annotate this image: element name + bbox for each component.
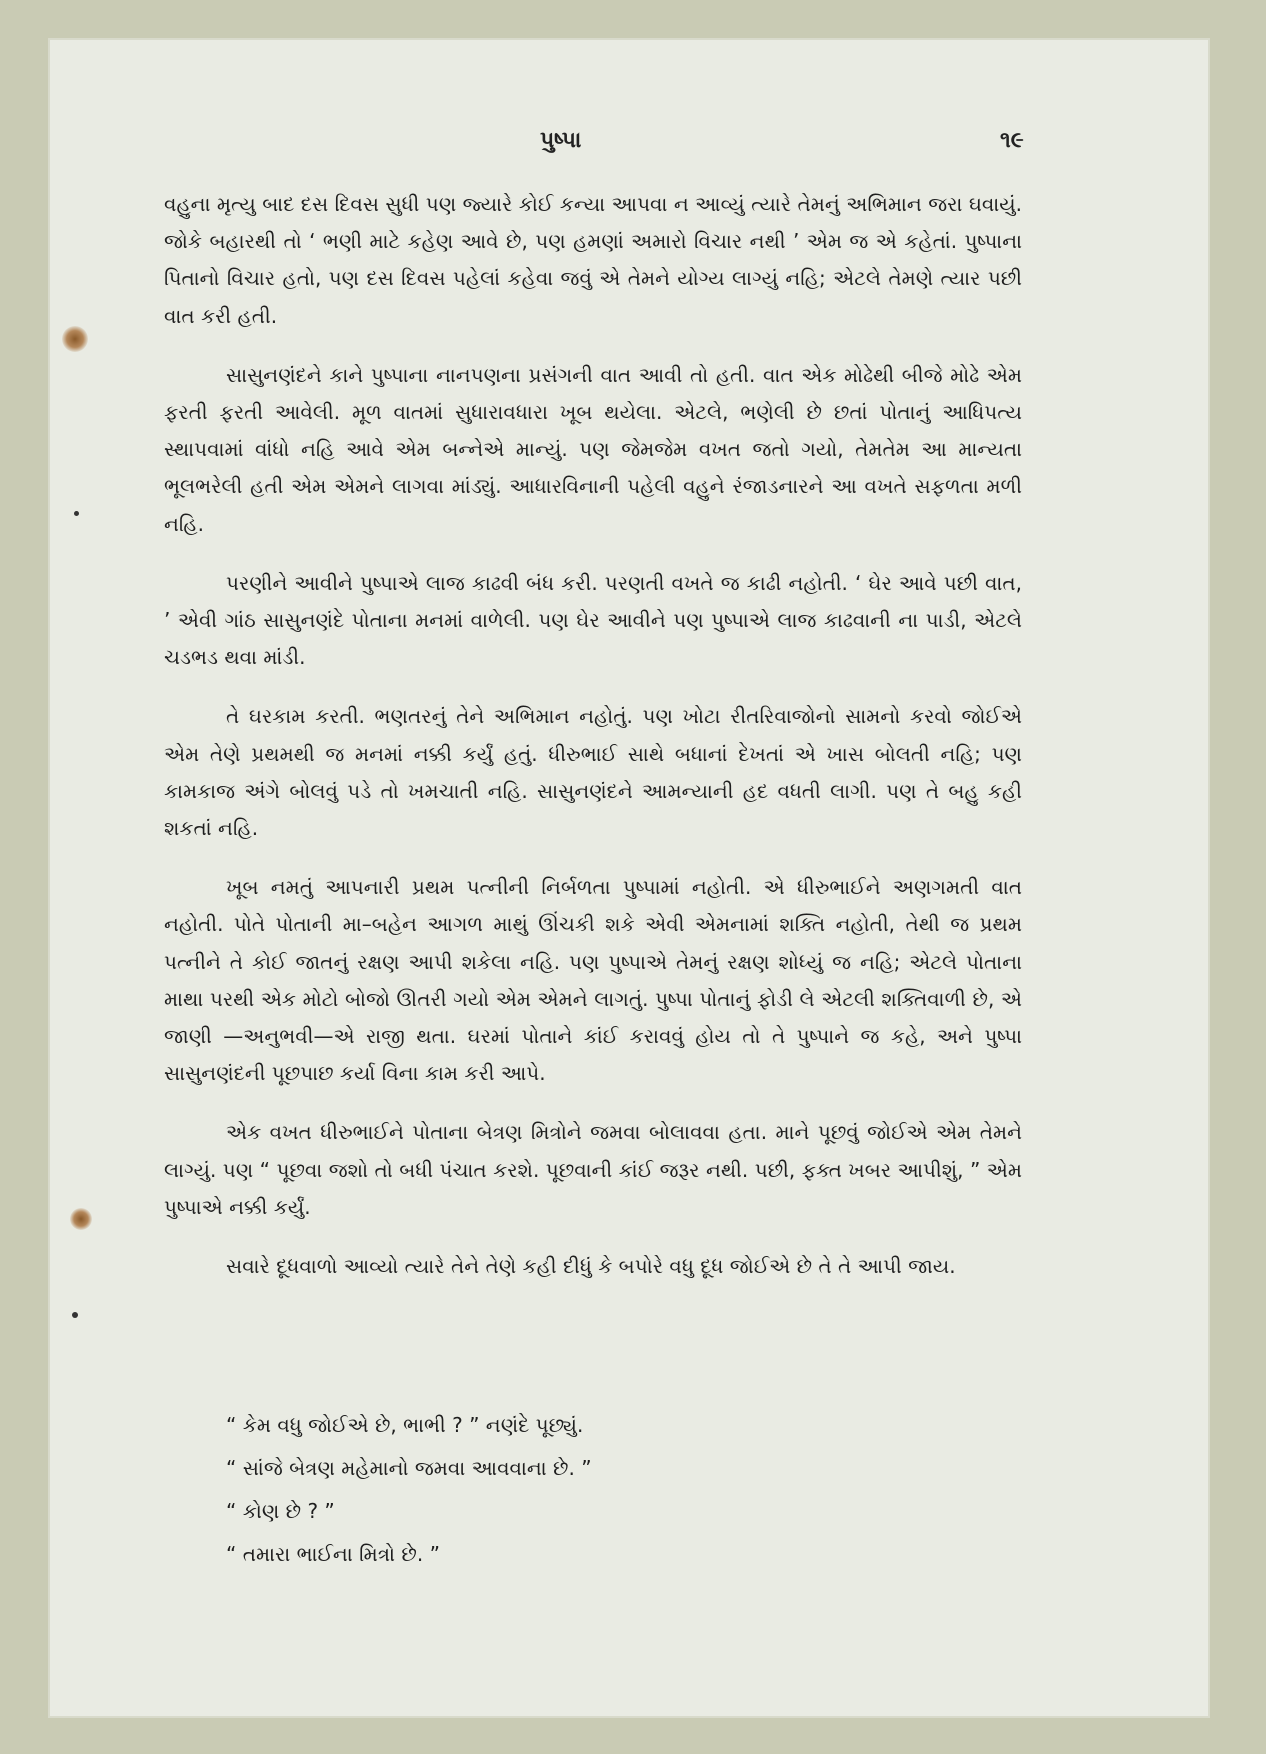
dialogue-line: “ સાંજે બેત્રણ મહેમાનો જમવા આવવાના છે. ” [226,1456,592,1480]
paper-speck [74,511,79,516]
dialogue-block [226,1404,926,1576]
paragraph: સવારે દૂધવાળો આવ્યો ત્યારે તેને તેણે કહી દીધું કે બપોરે વધુ દૂધ જોઈએ છે તે તે આપી જાય. [226,1254,956,1279]
dialogue-line: “ કેમ વધુ જોઈએ છે, ભાભી ? ” નણંદે પૂછ્યું. [226,1413,584,1437]
dialogue-line: “ કોણ છે ? ” [226,1499,335,1523]
paragraph: પરણીને આવીને પુષ્પાએ લાજ કાઢવી બંધ કરી. પરણતી વખતે જ કાઢી નહોતી. ‘ ઘેર આવે પછી વાત, ’ એવી ગાંઠ સાસુનણંદે પોતાના મનમાં વાળેલી. પણ ઘેર આવીને પણ પુષ્પાએ લાજ કાઢવાની ના પાડી, એટલે ચડભડ થવા માંડી. [164,570,1022,670]
paper-stain [62,326,88,352]
body-text [164,186,1022,1307]
page-number: ૧૯ [1000,128,1024,153]
running-header [0,128,1158,168]
paper-speck [72,1312,78,1318]
page-header-title: પુષ્પા [540,128,582,153]
paragraph: ખૂબ નમતું આપનારી પ્રથમ પત્નીની નિર્બળતા પુષ્પામાં નહોતી. એ ધીરુભાઈને અણગમતી વાત નહોતી. પોતે પોતાની મા–બહેન આગળ માથું ઊંચકી શકે એવી એમનામાં શક્તિ નહોતી, તેથી જ પ્રથમ પત્નીને તે કોઈ જાતનું રક્ષણ આપી શકેલા નહિ. પણ પુષ્પાએ તેમનું રક્ષણ શોધ્યું જ નહિ; એટલે પોતાના માથા પરથી એક મોટો બોજો ઊતરી ગયો એમ એમને લાગતું. પુષ્પા પોતાનું ફોડી લે એટલી શક્તિવાળી છે, એ જાણી —અનુભવી—એ રાજી થતા. ઘરમાં પોતાને કાંઈ કરાવવું હોય તો તે પુષ્પાને જ કહે, અને પુષ્પા સાસુનણંદની પૂછપાછ કર્યા વિના કામ કરી આપે. [164,875,1022,1086]
paper-stain [70,1208,92,1230]
paragraph: તે ઘરકામ કરતી. ભણતરનું તેને અભિમાન નહોતું. પણ ખોટા રીતરિવાજોનો સામનો કરવો જોઈએ એમ તેણે પ્રથમથી જ મનમાં નક્કી કર્યું હતું. ધીરુભાઈ સાથે બધાનાં દેખતાં એ ખાસ બોલતી નહિ; પણ કામકાજ અંગે બોલવું પડે તો ખમચાતી નહિ. સાસુનણંદને આમન્યાની હદ વધતી લાગી. પણ તે બહુ કહી શકતાં નહિ. [164,704,1022,841]
paragraph: એક વખત ધીરુભાઈને પોતાના બેત્રણ મિત્રોને જમવા બોલાવવા હતા. માને પૂછવું જોઈએ એમ તેમને લાગ્યું. પણ “ પૂછવા જશો તો બધી પંચાત કરશે. પૂછવાની કાંઈ જરૂર નથી. પછી, ફક્ત ખબર આપીશું, ” એમ પુષ્પાએ નક્કી કર્યું. [164,1120,1022,1219]
paragraph: વહુના મૃત્યુ બાદ દસ દિવસ સુધી પણ જ્યારે કોઈ કન્યા આપવા ન આવ્યું ત્યારે તેમનું અભિમાન જરા ઘવાયું. જોકે બહારથી તો ‘ ભણી માટે કહેણ આવે છે, પણ હમણાં અમારો વિચાર નથી ’ એમ જ એ કહેતાં. પુષ્પાના પિતાનો વિચાર હતો, પણ દસ દિવસ પહેલાં કહેવા જવું એ તેમને યોગ્ય લાગ્યું નહિ; એટલે તેમણે ત્યાર પછી વાત કરી હતી. [164,192,1022,328]
paragraph: સાસુનણંદને કાને પુષ્પાના નાનપણના પ્રસંગની વાત આવી તો હતી. વાત એક મોઢેથી બીજે મોઢે એમ ફરતી ફરતી આવેલી. મૂળ વાતમાં સુધારાવધારા ખૂબ થયેલા. એટલે, ભણેલી છે છતાં પોતાનું આધિપત્ય સ્થાપવામાં વાંધો નહિ આવે એમ બન્નેએ માન્યું. પણ જેમજેમ વખત જતો ગયો, તેમતેમ આ માન્યતા ભૂલભરેલી હતી એમ એમને લાગવા માંડ્યું. આધારવિનાની પહેલી વહુને રંજાડનારને આ વખતે સફળતા મળી નહિ. [164,362,1022,536]
dialogue-line: “ તમારા ભાઈના મિત્રો છે. ” [226,1542,440,1566]
